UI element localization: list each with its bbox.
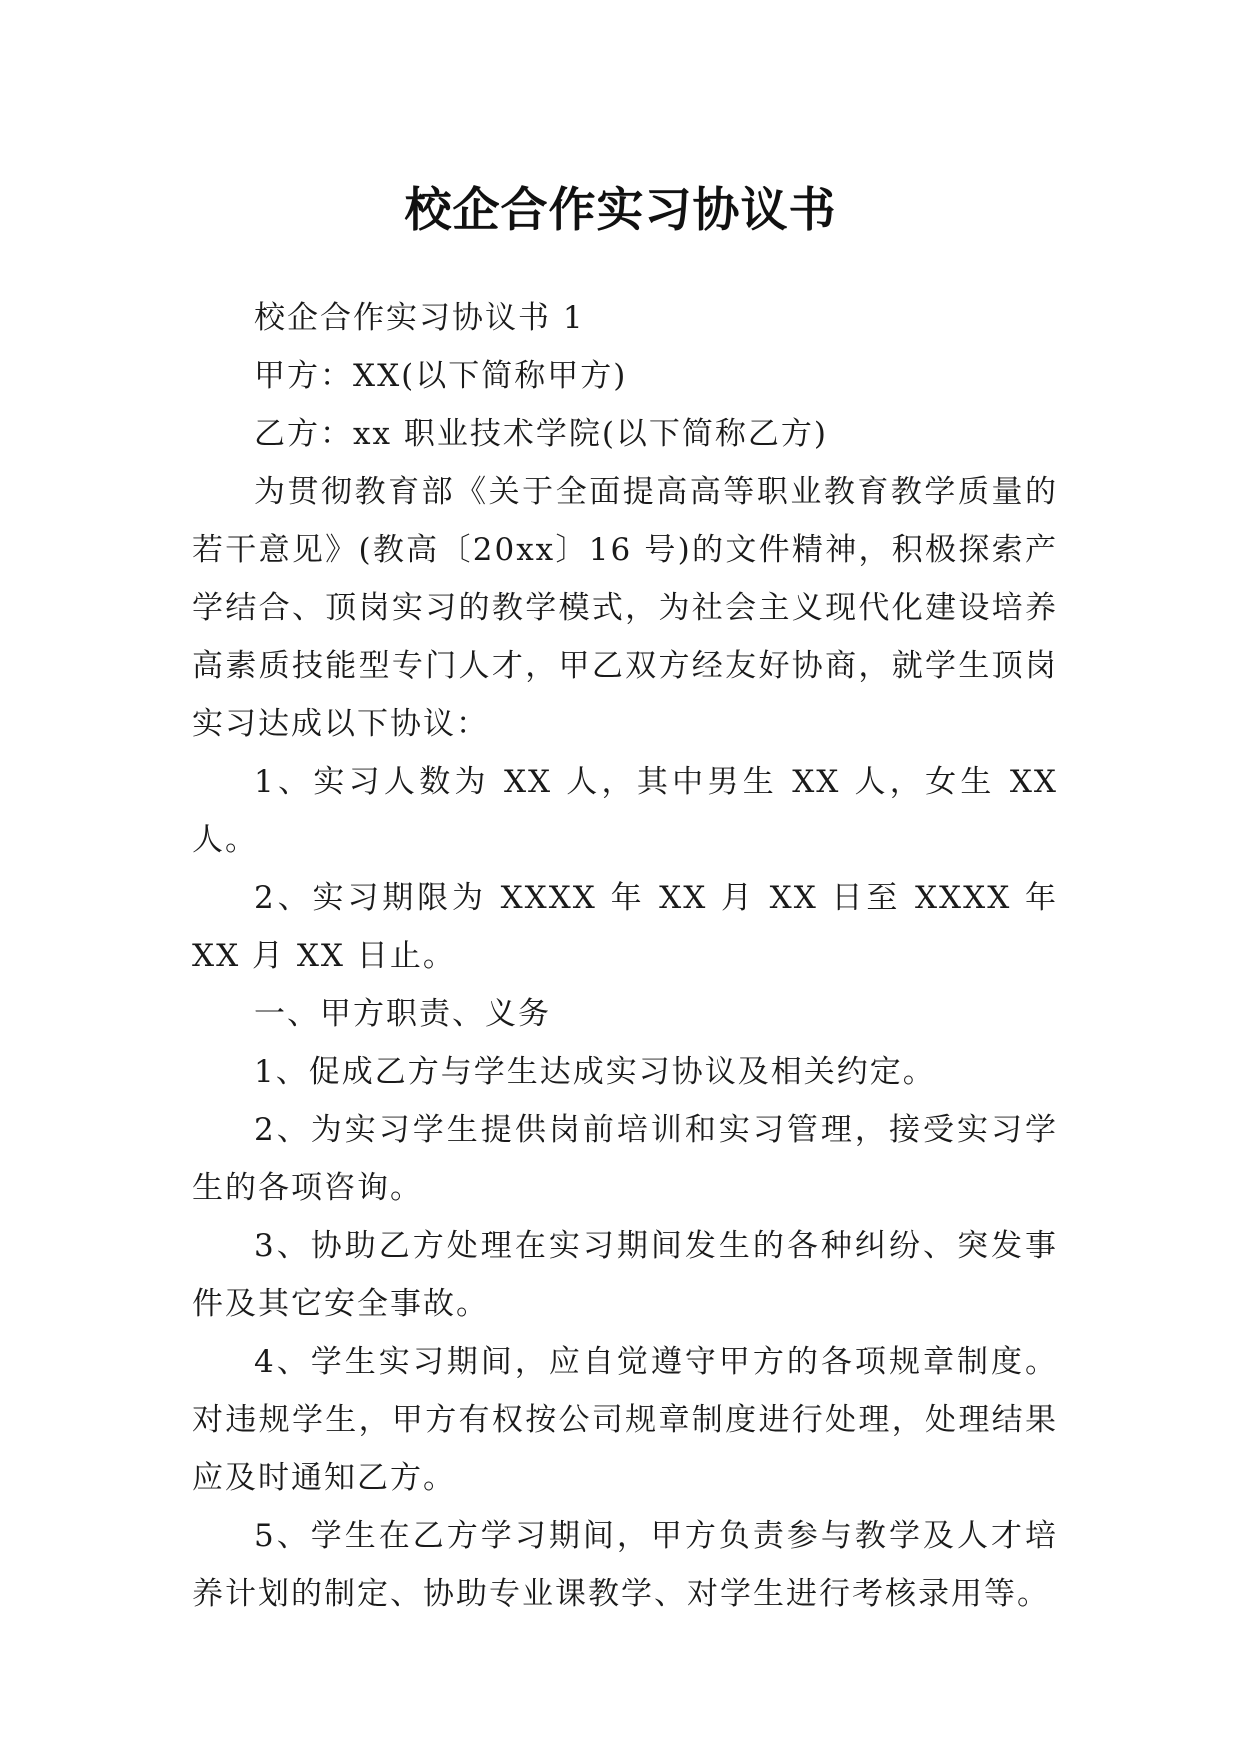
paragraph-preamble: 为贯彻教育部《关于全面提高高等职业教育教学质量的若干意见》(教高〔20xx〕16 号)的文件精神，积极探索产学结合、顶岗实习的教学模式，为社会主义现代化建设培养高素质技能型专门人才，甲乙双方经友好协商，就学生顶岗实习达成以下协议： [192, 474, 1058, 742]
document-title: 校企合作实习协议书 [404, 183, 837, 239]
section-heading-party-a-duties: 一、甲方职责、义务 [254, 996, 551, 1032]
paragraph-party-a: 甲方：XX(以下简称甲方) [254, 358, 628, 394]
paragraph-duty-2: 2、为实习学生提供岗前培训和实习管理，接受实习学生的各项咨询。 [192, 1112, 1058, 1206]
paragraph-duty-1: 1、促成乙方与学生达成实习协议及相关约定。 [254, 1054, 936, 1090]
paragraph-duty-4: 4、学生实习期间，应自觉遵守甲方的各项规章制度。对违规学生，甲方有权按公司规章制度进行处理，处理结果应及时通知乙方。 [192, 1344, 1058, 1496]
paragraph-party-b: 乙方：xx 职业技术学院(以下简称乙方) [254, 416, 829, 452]
paragraph-heading: 校企合作实习协议书 1 [254, 300, 585, 336]
document-body [192, 289, 1058, 1623]
paragraph-duty-5: 5、学生在乙方学习期间，甲方负责参与教学及人才培养计划的制定、协助专业课教学、对学生进行考核录用等。 [192, 1518, 1058, 1612]
paragraph-clause-count: 1、实习人数为 XX 人，其中男生 XX 人，女生 XX 人。 [192, 764, 1058, 858]
paragraph-duty-3: 3、协助乙方处理在实习期间发生的各种纠纷、突发事件及其它安全事故。 [192, 1228, 1058, 1322]
paragraph-clause-period: 2、实习期限为 XXXX 年 XX 月 XX 日至 XXXX 年 XX 月 XX 日止。 [192, 880, 1058, 974]
